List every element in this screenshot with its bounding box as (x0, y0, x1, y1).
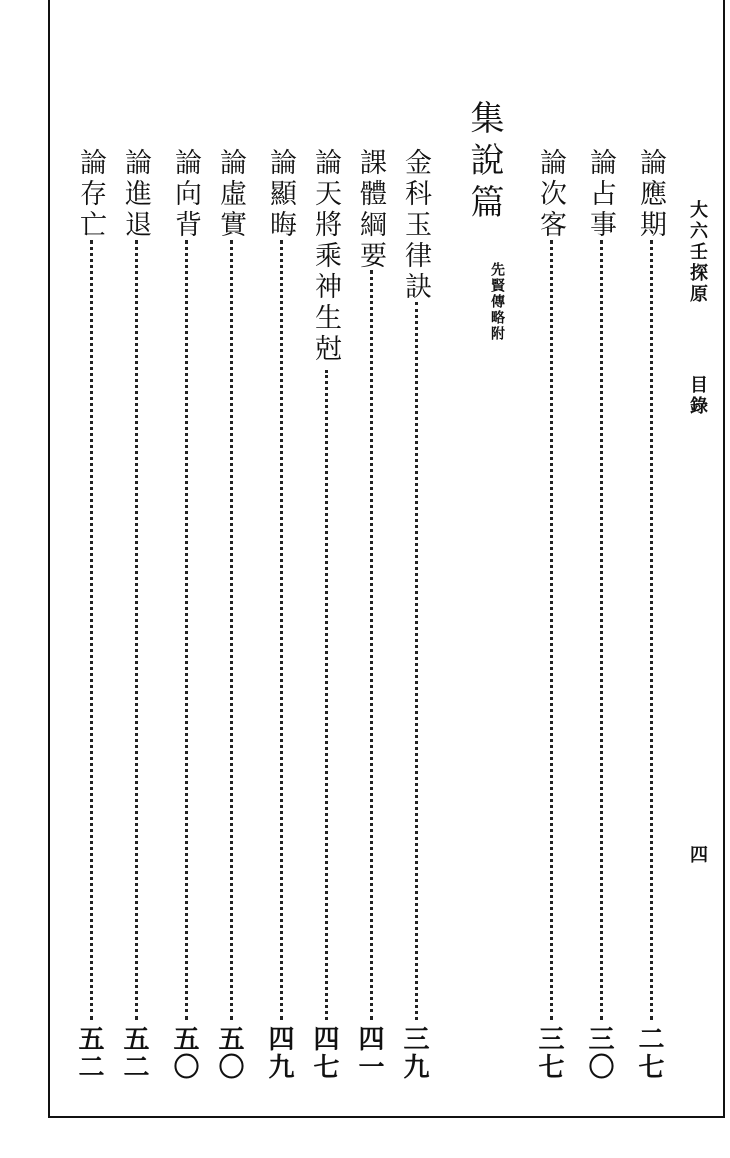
toc-leader-dots (650, 240, 653, 1020)
toc-leader-dots (90, 240, 93, 1020)
section-title: 集說篇 (464, 100, 504, 226)
toc-entry-page: 五〇 (214, 1025, 244, 1081)
toc-entry-page: 四七 (309, 1025, 339, 1081)
toc-entry-page: 五二 (119, 1025, 149, 1081)
toc-leader-dots (280, 240, 283, 1020)
toc-entry-title: 論虛實 (215, 148, 246, 241)
running-header-book-title: 大六壬探原 (687, 200, 708, 305)
toc-entry-page: 二七 (634, 1025, 664, 1081)
toc-leader-dots (550, 240, 553, 1020)
section-note: 先賢傳略附 (489, 262, 505, 342)
toc-entry-title: 論顯晦 (265, 148, 296, 241)
toc-entry-page: 四一 (354, 1025, 384, 1081)
toc-entry-page: 五二 (74, 1025, 104, 1081)
toc-entry-title: 論向背 (170, 148, 201, 241)
toc-entry-title: 論進退 (120, 148, 151, 241)
page-number: 四 (687, 845, 708, 866)
running-header-section: 目錄 (687, 375, 708, 417)
toc-leader-dots (325, 370, 328, 1020)
toc-leader-dots (135, 240, 138, 1020)
page-frame (48, 0, 725, 1118)
toc-entry-page: 四九 (264, 1025, 294, 1081)
toc-leader-dots (370, 270, 373, 1020)
toc-leader-dots (230, 240, 233, 1020)
toc-entry-title: 金科玉律訣 (400, 148, 431, 303)
toc-entry-title: 論次客 (535, 148, 566, 241)
toc-entry-page: 三九 (399, 1025, 429, 1081)
toc-entry-page: 三〇 (584, 1025, 614, 1081)
toc-entry-page: 三七 (534, 1025, 564, 1081)
toc-entry-title: 論天將乘神生尅 (310, 148, 341, 365)
toc-entry-title: 論占事 (585, 148, 616, 241)
toc-leader-dots (415, 302, 418, 1020)
toc-entry-title: 論應期 (635, 148, 666, 241)
toc-leader-dots (600, 240, 603, 1020)
toc-entry-page: 五〇 (169, 1025, 199, 1081)
toc-entry-title: 論存亡 (75, 148, 106, 241)
toc-leader-dots (185, 240, 188, 1020)
toc-entry-title: 課體綱要 (355, 148, 386, 272)
